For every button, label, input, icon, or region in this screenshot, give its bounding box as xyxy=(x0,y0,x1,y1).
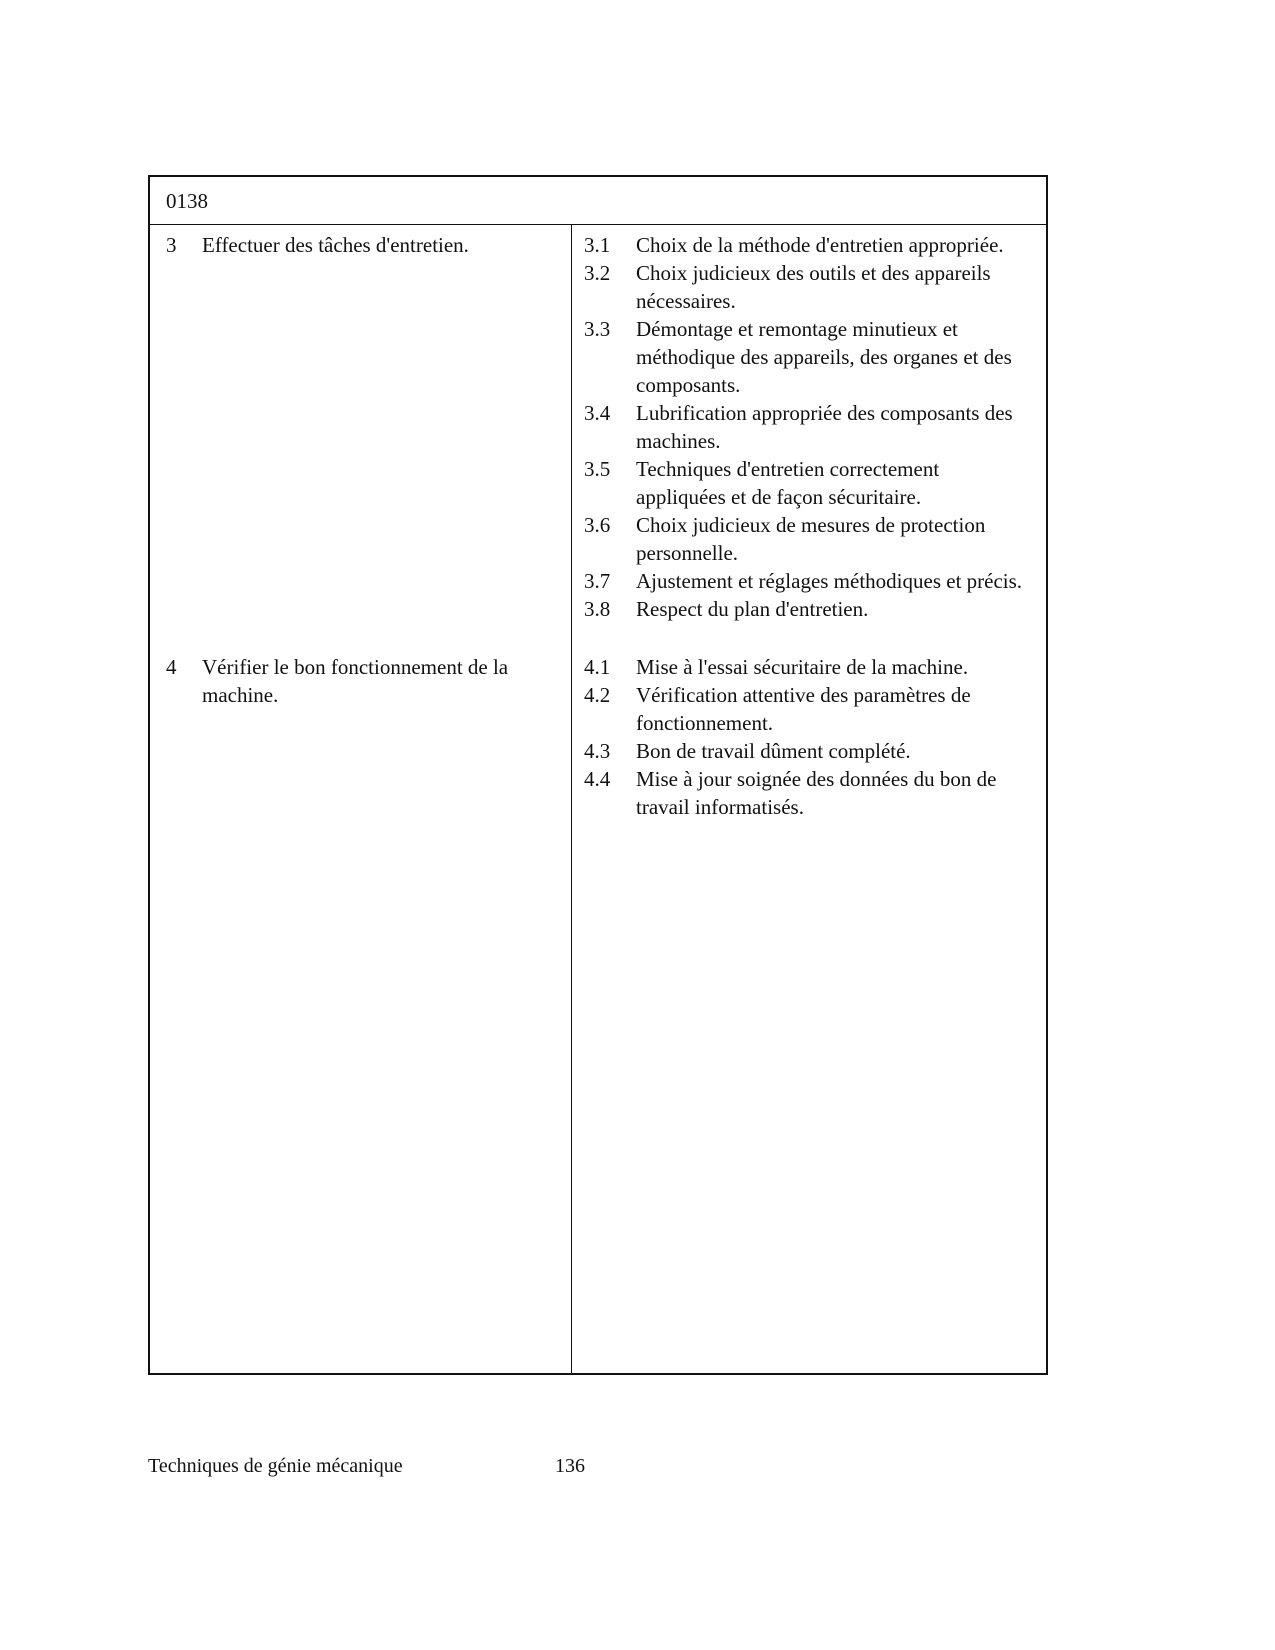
criterion-item xyxy=(584,231,1028,259)
criterion-text: Choix judicieux des outils et des appareils nécessaires. xyxy=(636,261,991,313)
task-text: Vérifier le bon fonctionnement de la machine. xyxy=(202,655,509,707)
divider-filler-left xyxy=(150,821,572,1373)
table-header-row xyxy=(150,177,1046,225)
criteria-cell-4 xyxy=(572,623,1046,821)
criterion-text: Respect du plan d'entretien. xyxy=(636,597,869,621)
criterion-item xyxy=(584,511,1028,567)
criterion-number: 3.5 xyxy=(584,457,611,481)
criterion-text: Bon de travail dûment complété. xyxy=(636,739,911,763)
criterion-text: Mise à l'essai sécuritaire de la machine. xyxy=(636,655,969,679)
criterion-item xyxy=(584,595,1028,623)
criterion-number: 4.4 xyxy=(584,767,611,791)
criterion-number: 3.3 xyxy=(584,317,611,341)
criterion-item xyxy=(584,259,1028,315)
task-text: Effectuer des tâches d'entretien. xyxy=(202,233,469,257)
criterion-text: Mise à jour soignée des données du bon de travail informatisés. xyxy=(636,767,997,819)
criterion-item xyxy=(584,567,1028,595)
criterion-text: Choix judicieux de mesures de protection personnelle. xyxy=(636,513,986,565)
criterion-item xyxy=(584,737,1028,765)
course-code: 0138 xyxy=(166,189,208,213)
competency-table xyxy=(148,175,1048,1375)
criterion-item xyxy=(584,681,1028,737)
criterion-number: 3.6 xyxy=(584,513,611,537)
criterion-text: Techniques d'entretien correctement appliquées et de façon sécuritaire. xyxy=(636,457,940,509)
criterion-number: 3.2 xyxy=(584,261,611,285)
criterion-text: Démontage et remontage minutieux et méthodique des appareils, des organes et des composants. xyxy=(636,317,1012,397)
criterion-text: Lubrification appropriée des composants des machines. xyxy=(636,401,1013,453)
criterion-item xyxy=(584,399,1028,455)
task-row xyxy=(166,231,541,259)
criterion-item xyxy=(584,653,1028,681)
criterion-number: 3.7 xyxy=(584,569,611,593)
task-number: 4 xyxy=(166,655,177,679)
criterion-number: 4.3 xyxy=(584,739,611,763)
criterion-number: 4.2 xyxy=(584,683,611,707)
criterion-text: Vérification attentive des paramètres de fonctionnement. xyxy=(636,683,971,735)
footer-page-number: 136 xyxy=(555,1455,585,1477)
criteria-cell-3 xyxy=(572,225,1046,623)
task-cell-4 xyxy=(150,623,572,821)
footer-title: Techniques de génie mécanique xyxy=(148,1455,403,1477)
criterion-item xyxy=(584,765,1028,821)
table-body xyxy=(150,225,1046,1373)
divider-filler-right xyxy=(572,821,1046,1373)
criterion-number: 3.8 xyxy=(584,597,611,621)
criterion-item xyxy=(584,455,1028,511)
criterion-item xyxy=(584,315,1028,399)
criterion-number: 4.1 xyxy=(584,655,611,679)
criterion-number: 3.4 xyxy=(584,401,611,425)
task-row xyxy=(166,653,541,709)
task-number: 3 xyxy=(166,233,177,257)
criterion-number: 3.1 xyxy=(584,233,611,257)
criterion-text: Ajustement et réglages méthodiques et précis. xyxy=(636,569,1023,593)
task-cell-3 xyxy=(150,225,572,623)
criterion-text: Choix de la méthode d'entretien appropriée. xyxy=(636,233,1004,257)
